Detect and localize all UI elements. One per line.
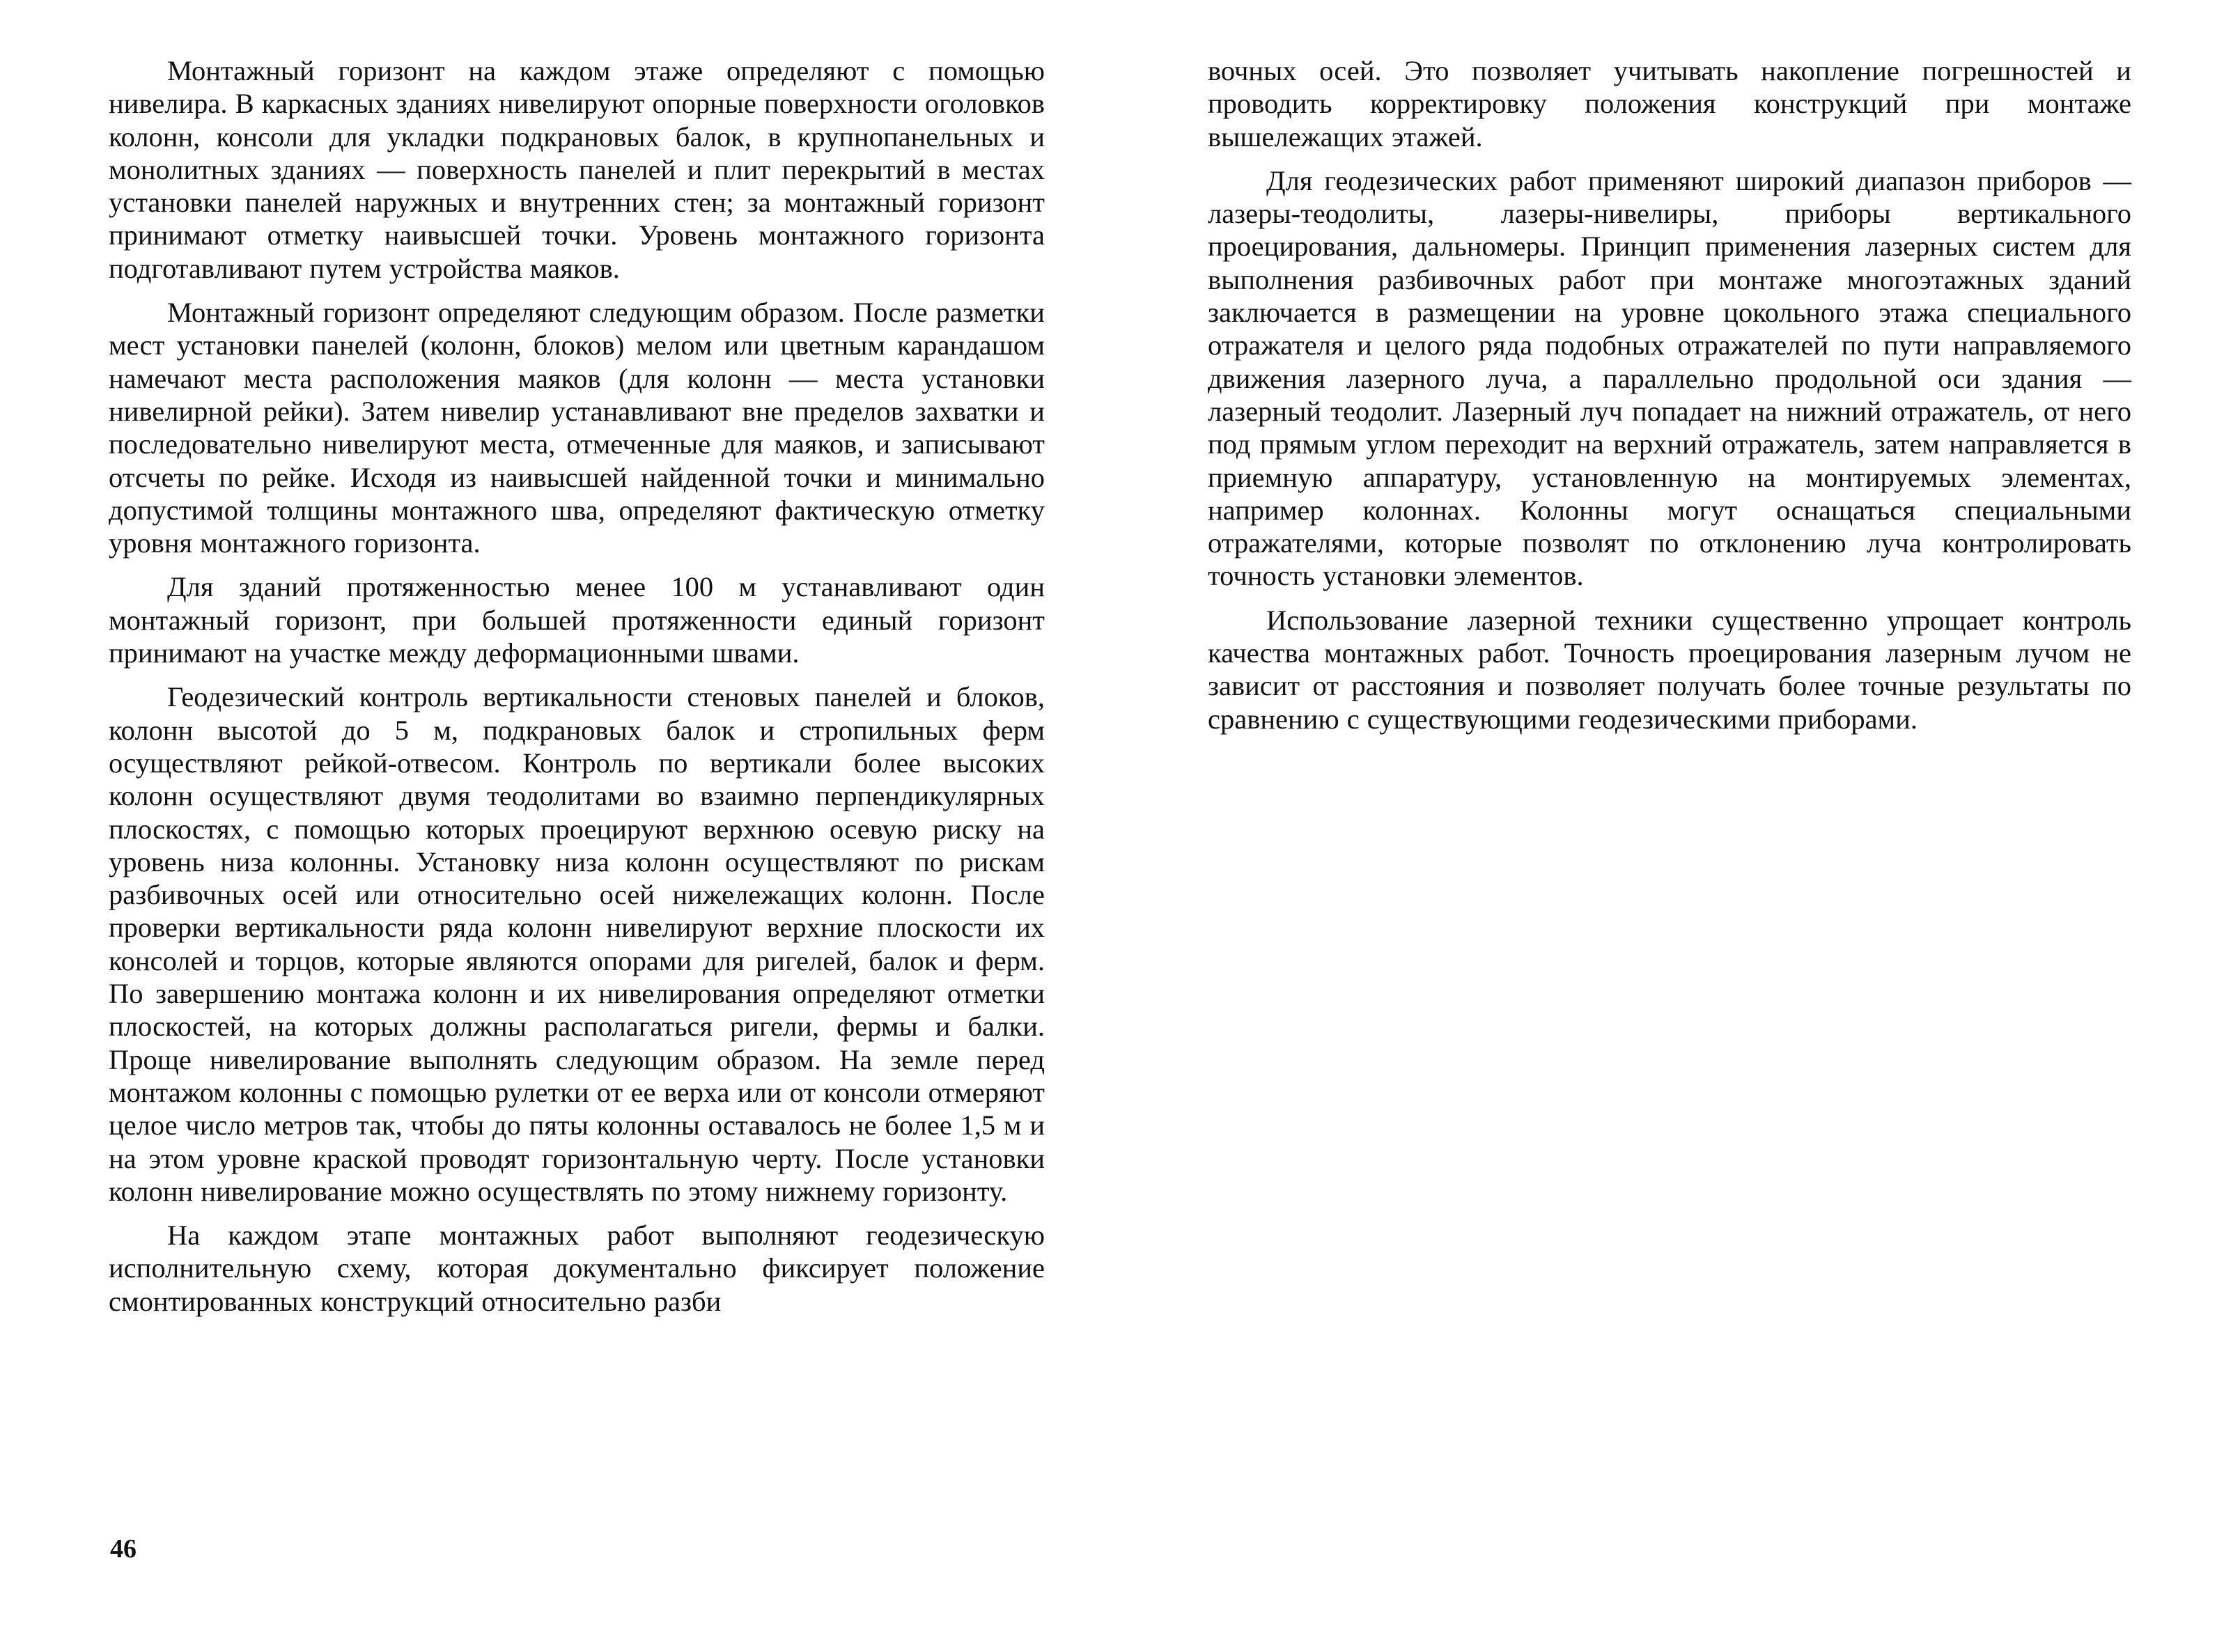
paragraph-as-built-scheme: На каждом этапе монтажных работ выполняют геодезическую исполнительную схему, которая документально фиксирует положение смонтированных конструкций относительно разби xyxy=(109,1219,1045,1317)
right-page-column xyxy=(1208,54,2131,747)
paragraph-geodetic-instruments: Для геодезических работ применяют широкий диапазон приборов — лазеры-теодолиты, лазеры-нивелиры, приборы вертикального проецирования, дальномеры. Принцип применения лазерных систем для выполнения разбивочных работ при монтаже многоэтажных зданий заключается в размещении на уровне цокольного этажа специального отражателя и целого ряда подобных отражателей по пути направляемого движения лазерного луча, а параллельно продольной оси здания — лазерный теодолит. Лазерный луч попадает на нижний отражатель, от него под прямым углом переходит на верхний отражатель, затем направляется в приемную аппаратуру, установленную на монтируемых элементах, например колоннах. Колонны могут оснащаться специальными отражателями, которые позволят по отклонению луча контролировать точность установки элементов. xyxy=(1208,164,2131,592)
paragraph-mounting-horizon-procedure: Монтажный горизонт определяют следующим образом. После разметки мест установки панелей (колонн, блоков) мелом или цветным карандашом намечают места расположения маяков (для колонн — места установки нивелирной рейки). Затем нивелир устанавливают вне пределов захватки и последовательно нивелируют места, отмеченные для маяков, и записывают отсчеты по рейке. Исходя из наивысшей найденной точки и минимально допустимой толщины монтажного шва, определяют фактическую отметку уровня монтажного горизонта. xyxy=(109,297,1045,559)
paragraph-error-accumulation: вочных осей. Это позволяет учитывать накопление погрешностей и проводить корректировку положения конструкций при монтаже вышележащих этажей. xyxy=(1208,55,2131,153)
paragraph-mounting-horizon-definition: Монтажный горизонт на каждом этаже определяют с помощью нивелира. В каркасных зданиях нивелируют опорные поверхности оголовков колонн, консоли для укладки подкрановых балок, в крупнопанельных и монолитных зданиях — поверхность панелей и плит перекрытий в местах установки панелей наружных и внутренних стен; за монтажный горизонт принимают отметку наивысшей точки. Уровень монтажного горизонта подготавливают путем устройства маяков. xyxy=(109,55,1045,284)
paragraph-building-length: Для зданий протяженностью менее 100 м устанавливают один монтажный горизонт, при большей протяженности единый горизонт принимают на участке между деформационными швами. xyxy=(109,571,1045,669)
paragraph-verticality-control: Геодезический контроль вертикальности стеновых панелей и блоков, колонн высотой до 5 м, подкрановых балок и стропильных ферм осуществляют рейкой-отвесом. Контроль по вертикали более высоких колонн осуществляют двумя теодолитами во взаимно перпендикулярных плоскостях, с помощью которых проецируют верхнюю осевую риску на уровень низа колонны. Установку низа колонн осуществляют по рискам разбивочных осей или относительно осей нижележащих колонн. После проверки вертикальности ряда колонн нивелируют верхние плоскости их консолей и торцов, которые являются опорами для ригелей, балок и ферм. По завершению монтажа колонн и их нивелирования определяют отметки плоскостей, на которых должны располагаться ригели, фермы и балки. Проще нивелирование выполнять следующим образом. На земле перед монтажом колонны с помощью рулетки от ее верха или от консоли отмеряют целое число метров так, чтобы до пяты колонны оставалось не более 1,5 м и на этом уровне краской проводят горизонтальную черту. После установки колонн нивелирование можно осуществлять по этому нижнему горизонту. xyxy=(109,681,1045,1207)
page-number: 46 xyxy=(110,1534,137,1564)
paragraph-laser-technique: Использование лазерной техники существенно упрощает контроль качества монтажных работ. Точность проецирования лазерным лучом не зависит от расстояния и позволяет получать более точные результаты по сравнению с существующими геодезическими приборами. xyxy=(1208,604,2131,735)
left-page-column xyxy=(109,54,1045,1329)
